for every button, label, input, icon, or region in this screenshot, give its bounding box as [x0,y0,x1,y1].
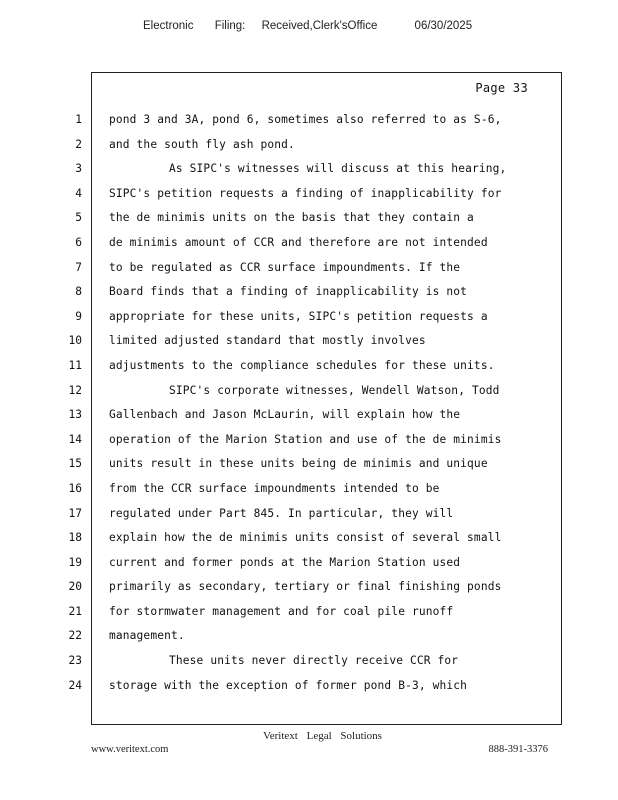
transcript-line [0,403,618,428]
line-text: current and former ponds at the Marion Station used [109,555,461,569]
line-text: appropriate for these units, SIPC's petition requests a [109,309,488,323]
line-number: 21 [68,604,82,618]
transcript-line [0,231,618,256]
line-number: 8 [75,285,82,299]
transcript-line [0,674,618,699]
line-number: 10 [68,334,82,348]
transcript-line [0,526,618,551]
line-text: Gallenbach and Jason McLaurin, will explain how the [109,408,461,422]
transcript-line [0,354,618,379]
transcript-line [0,624,618,649]
line-number: 1 [75,113,82,126]
line-text: to be regulated as CCR surface impoundments. If the [109,260,461,274]
line-text: pond 3 and 3A, pond 6, sometimes also referred to as S-6, [109,113,502,126]
line-number: 3 [75,162,82,176]
transcript-line [0,206,618,231]
transcript-line [0,575,618,600]
line-text: primarily as secondary, tertiary or final finishing ponds [109,580,502,594]
line-number: 2 [75,137,82,151]
line-number: 7 [75,260,82,274]
line-text: limited adjusted standard that mostly involves [109,334,426,348]
transcript-line [0,280,618,305]
transcript-line [0,157,618,182]
line-number: 15 [68,457,82,471]
transcript-lines [0,108,618,698]
line-number: 23 [68,654,82,668]
line-text: management. [109,629,185,643]
line-text: and the south fly ash pond. [109,137,295,151]
line-text: SIPC's petition requests a finding of inapplicability for [109,186,502,200]
line-text: for stormwater management and for coal pile runoff [109,604,454,618]
line-number: 12 [68,383,82,397]
line-text: regulated under Part 845. In particular, they will [109,506,454,520]
line-number: 6 [75,235,82,249]
line-number: 20 [68,580,82,594]
transcript-line [0,182,618,207]
line-number: 16 [68,481,82,495]
filing-header-date: 06/30/2025 [414,20,473,32]
footer-phone: 888-391-3376 [488,744,548,755]
transcript-line [0,428,618,453]
line-number: 19 [68,555,82,569]
line-text: de minimis amount of CCR and therefore are not intended [109,235,488,249]
line-text: Board finds that a finding of inapplicability is not [109,285,468,299]
transcript-line [0,502,618,527]
line-number: 22 [68,629,82,643]
line-text: from the CCR surface impoundments intended to be [109,481,440,495]
transcript-line [0,379,618,404]
footer-website: www.veritext.com [91,744,169,755]
filing-header-received: Received,Clerk'sOffice [261,20,378,32]
line-number: 17 [68,506,82,520]
line-number: 18 [68,531,82,545]
line-text: These units never directly receive CCR for [169,654,459,668]
line-number: 9 [75,309,82,323]
transcript-line [0,108,618,133]
line-text: units result in these units being de minimis and unique [109,457,488,471]
transcript-line [0,329,618,354]
line-text: As SIPC's witnesses will discuss at this hearing, [169,162,507,176]
line-text: operation of the Marion Station and use of the de minimis [109,432,502,446]
line-number: 13 [68,408,82,422]
transcript-line [0,452,618,477]
transcript-line [0,305,618,330]
line-number: 24 [68,678,82,692]
filing-header-electronic: Electronic [143,20,194,32]
line-text: storage with the exception of former pond B-3, which [109,678,468,692]
transcript-line [0,551,618,576]
page-number: Page 33 [475,81,528,95]
line-number: 11 [68,358,82,372]
transcript-line [0,256,618,281]
transcript-line [0,600,618,625]
line-text: SIPC's corporate witnesses, Wendell Watson, Todd [169,383,500,397]
transcript-line [0,133,618,158]
line-text: the de minimis units on the basis that they contain a [109,211,474,225]
transcript-line [0,649,618,674]
filing-header [143,20,472,32]
filing-header-filing: Filing: [214,20,246,32]
line-number: 14 [68,432,82,446]
line-text: explain how the de minimis units consist of several small [109,531,502,545]
transcript-line [0,477,618,502]
line-number: 5 [75,211,82,225]
footer-company: Veritext Legal Solutions [263,730,382,742]
line-text: adjustments to the compliance schedules for these units. [109,358,495,372]
line-number: 4 [75,186,82,200]
